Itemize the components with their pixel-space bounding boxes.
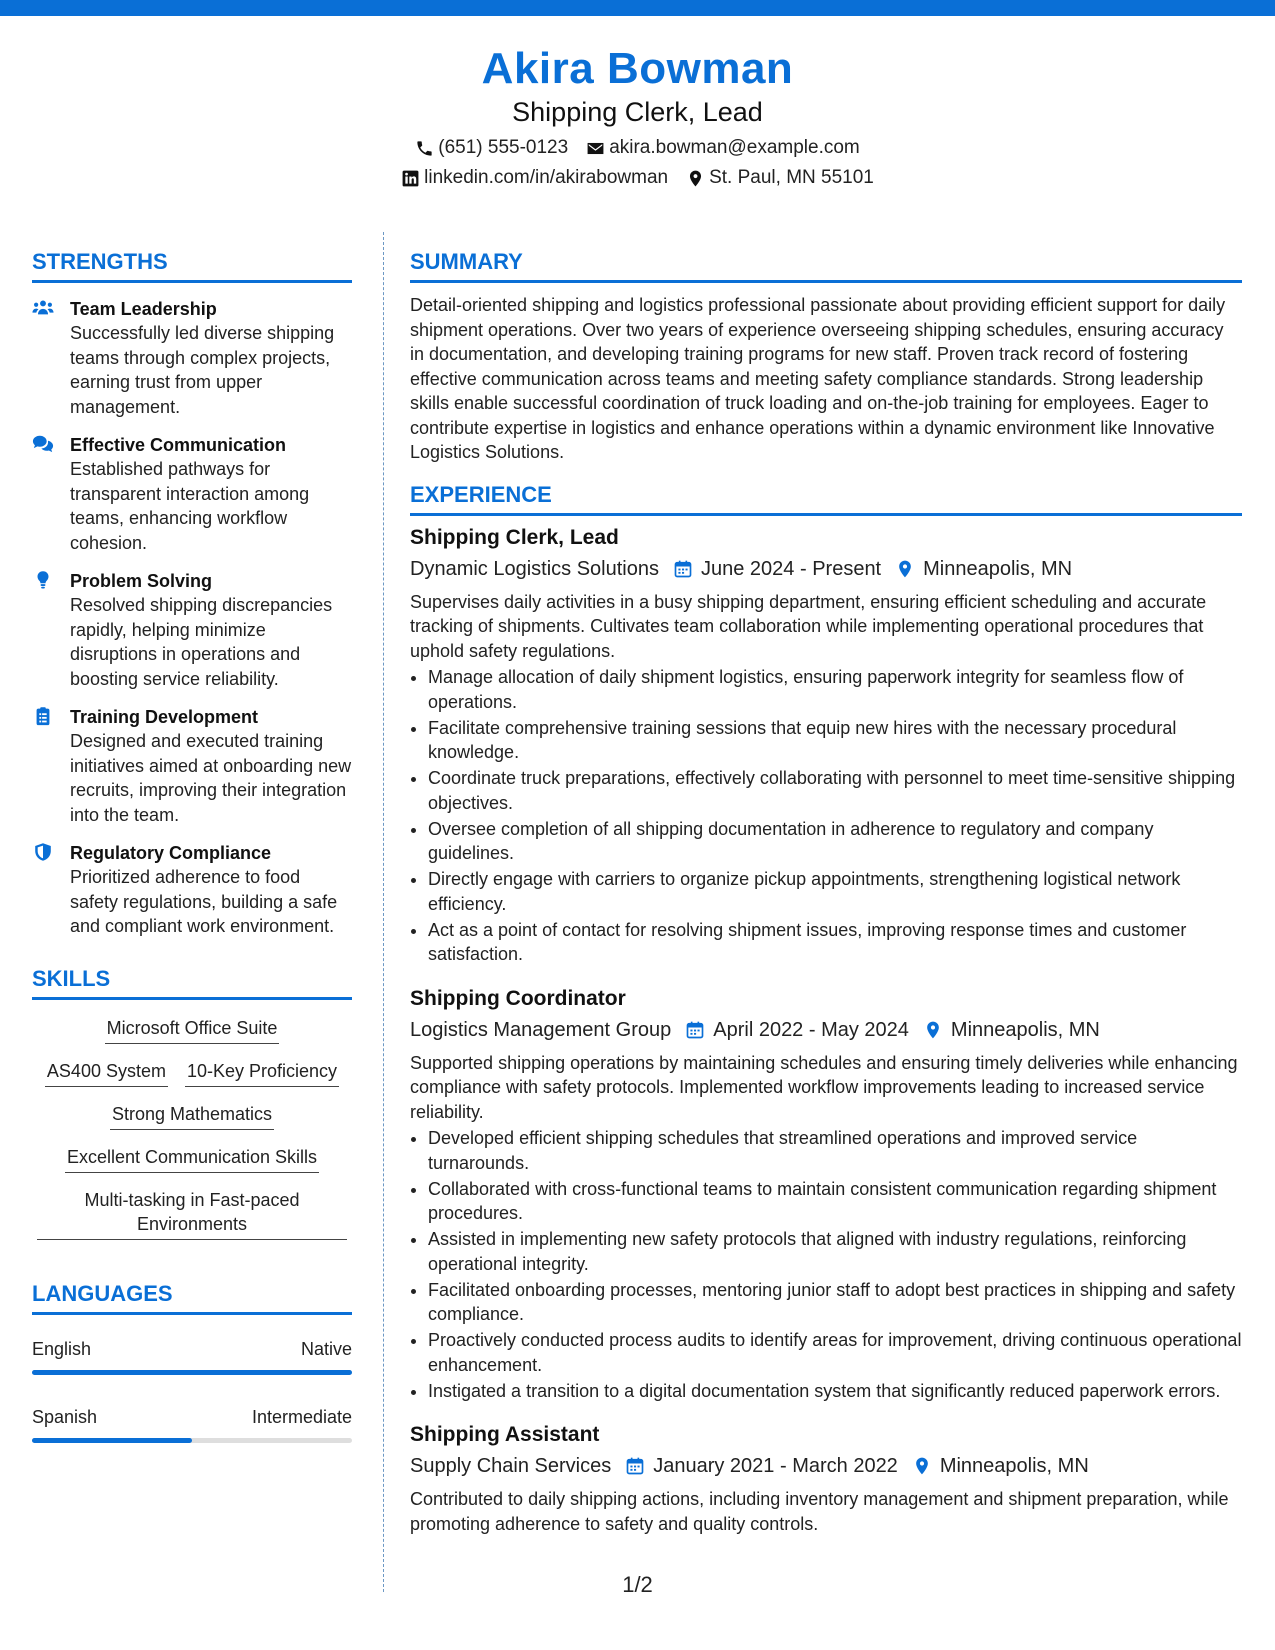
clipboard-icon <box>32 706 54 726</box>
job-entry <box>410 524 1242 967</box>
email-contact[interactable] <box>586 136 860 160</box>
job-description: Supervises daily activities in a busy shipping department, ensuring efficient scheduling and accurate tracking of shipments. Cultivates team collaboration while implementing operational procedures that uphold safety regulations. <box>410 591 1207 661</box>
calendar-icon <box>673 559 693 579</box>
users-icon <box>32 298 54 318</box>
job-bullet: • Directly engage with carriers to organize pickup appointments, strengthening logistical network efficiency. <box>428 867 1242 916</box>
resume-header <box>0 40 1275 190</box>
job-company: Supply Chain Services <box>410 1455 612 1477</box>
strength-desc: Established pathways for transparent interaction among teams, enhancing workflow cohesion. <box>70 459 310 553</box>
experience-list <box>410 524 1242 1537</box>
strength-item <box>32 569 352 691</box>
phone-contact[interactable] <box>415 136 568 160</box>
job-dates: June 2024 - Present <box>701 557 882 580</box>
skill-tag: 10-Key Proficiency <box>185 1059 339 1087</box>
location-text: St. Paul, MN 55101 <box>709 167 874 188</box>
job-dates: January 2021 - March 2022 <box>653 1455 898 1477</box>
candidate-title: Shipping Clerk, Lead <box>512 97 763 127</box>
location-contact <box>686 166 874 190</box>
job-meta <box>410 556 1242 582</box>
job-bullets <box>410 1126 1242 1403</box>
envelope-icon <box>586 139 605 158</box>
job-entry <box>410 1421 1242 1536</box>
top-accent-bar <box>0 0 1275 16</box>
strength-item <box>32 297 352 419</box>
language-level: Intermediate <box>251 1406 352 1427</box>
language-proficiency-fill <box>32 1370 352 1375</box>
job-dates: April 2022 - May 2024 <box>713 1018 909 1041</box>
job-meta <box>410 1453 1242 1479</box>
right-column <box>410 248 1242 1536</box>
strength-title: Regulatory Compliance <box>70 843 272 863</box>
languages-heading: LANGUAGES <box>32 1280 352 1315</box>
strength-title: Problem Solving <box>70 571 213 591</box>
job-bullets <box>410 665 1242 967</box>
strength-desc: Prioritized adherence to food safety regulations, building a safe and compliant work environment. <box>70 867 338 936</box>
job-location: Minneapolis, MN <box>939 1455 1089 1477</box>
language-name: Spanish <box>32 1406 98 1427</box>
linkedin-contact[interactable] <box>401 166 668 190</box>
map-pin-icon <box>686 169 705 188</box>
skill-tag: Excellent Communication Skills <box>65 1145 319 1173</box>
candidate-name: Akira Bowman <box>481 44 794 93</box>
language-item <box>32 1405 352 1443</box>
job-title: Shipping Clerk, Lead <box>410 525 619 549</box>
strength-item <box>32 841 352 939</box>
linkedin-text: linkedin.com/in/akirabowman <box>424 167 669 188</box>
job-title: Shipping Coordinator <box>410 986 626 1010</box>
experience-heading: EXPERIENCE <box>410 481 1242 516</box>
strength-item <box>32 705 352 827</box>
email-text: akira.bowman@example.com <box>609 137 860 158</box>
strengths-heading: STRENGTHS <box>32 248 352 283</box>
strength-desc: Resolved shipping discrepancies rapidly, helping minimize disruptions in operations and boosting service reliability. <box>70 595 333 689</box>
job-bullet: • Coordinate truck preparations, effectively collaborating with personnel to meet time-sensitive shipping objectives. <box>428 766 1242 815</box>
language-proficiency-bar <box>32 1438 352 1443</box>
job-bullet: • Act as a point of contact for resolving shipment issues, improving response times and customer satisfaction. <box>428 918 1242 967</box>
job-description: Supported shipping operations by maintaining schedules and ensuring timely deliveries while enhancing compliance with safety protocols. Implemented workflow improvements leading to increased service reliability. <box>410 1052 1238 1122</box>
job-bullet: • Proactively conducted process audits to identify areas for improvement, driving continuous operational enhancement. <box>428 1328 1242 1377</box>
job-bullet: • Collaborated with cross-functional teams to maintain consistent communication regarding shipment procedures. <box>428 1177 1242 1226</box>
strength-title: Effective Communication <box>70 435 287 455</box>
summary-text: Detail-oriented shipping and logistics professional passionate about providing efficient support for daily shipment operations. Over two years of experience overseeing shipping schedules, ensuring accuracy in documentation, and developing training programs for new staff. Proven track record of fostering effective communication across teams and meeting safety compliance standards. Strong leadership skills enable successful coordination of truck loading and on-the-job training for employees. Eager to contribute expertise in logistics and enhance operations within a dynamic environment like Innovative Logistics Solutions. <box>410 295 1226 462</box>
shield-icon <box>32 842 54 862</box>
calendar-icon <box>685 1020 705 1040</box>
strength-title: Team Leadership <box>70 299 217 319</box>
contact-row-1 <box>0 136 1275 160</box>
skill-tag: Multi-tasking in Fast-paced Environments <box>37 1188 347 1240</box>
language-proficiency-bar <box>32 1370 352 1375</box>
language-name: English <box>32 1338 92 1359</box>
job-bullet: • Assisted in implementing new safety protocols that aligned with industry regulations, reinforcing operational integrity. <box>428 1227 1242 1276</box>
skills-heading: SKILLS <box>32 965 352 1000</box>
skill-tag: Microsoft Office Suite <box>105 1016 280 1044</box>
skills-list <box>32 1016 352 1240</box>
phone-text: (651) 555-0123 <box>438 137 569 158</box>
language-proficiency-fill <box>32 1438 192 1443</box>
calendar-icon <box>625 1456 645 1476</box>
strength-item <box>32 433 352 555</box>
lightbulb-icon <box>32 570 54 590</box>
language-level: Native <box>300 1338 352 1359</box>
job-bullet: • Facilitate comprehensive training sessions that equip new hires with the necessary procedural knowledge. <box>428 716 1242 765</box>
job-bullet: • Developed efficient shipping schedules that streamlined operations and improved service turnarounds. <box>428 1126 1242 1175</box>
job-bullet: • Facilitated onboarding processes, mentoring junior staff to adopt best practices in shipping and safety compliance. <box>428 1278 1242 1327</box>
strength-title: Training Development <box>70 707 259 727</box>
job-location: Minneapolis, MN <box>950 1018 1100 1041</box>
skill-tag: AS400 System <box>45 1059 168 1087</box>
contact-row-2 <box>0 166 1275 190</box>
job-location: Minneapolis, MN <box>923 557 1073 580</box>
job-company: Dynamic Logistics Solutions <box>410 557 659 580</box>
map-pin-icon <box>912 1456 932 1476</box>
phone-icon <box>415 139 434 158</box>
column-divider <box>383 232 384 1592</box>
job-bullet: • Manage allocation of daily shipment logistics, ensuring paperwork integrity for seamless flow of operations. <box>428 665 1242 714</box>
map-pin-icon <box>923 1020 943 1040</box>
left-column <box>32 248 352 1443</box>
map-pin-icon <box>895 559 915 579</box>
job-title: Shipping Assistant <box>410 1423 600 1446</box>
job-description: Contributed to daily shipping actions, including inventory management and shipment preparation, while promoting adherence to safety and quality controls. <box>410 1489 1229 1534</box>
job-bullet: • Oversee completion of all shipping documentation in adherence to regulatory and company guidelines. <box>428 817 1242 866</box>
linkedin-icon <box>401 169 420 188</box>
job-bullet: • Instigated a transition to a digital documentation system that significantly reduced paperwork errors. <box>428 1379 1242 1404</box>
comments-icon <box>32 434 54 454</box>
job-company: Logistics Management Group <box>410 1018 672 1041</box>
summary-heading: SUMMARY <box>410 248 1242 283</box>
strength-desc: Designed and executed training initiatives aimed at onboarding new recruits, improving their integration into the team. <box>70 731 352 825</box>
language-item <box>32 1337 352 1375</box>
skill-tag: Strong Mathematics <box>110 1102 274 1130</box>
strength-desc: Successfully led diverse shipping teams through complex projects, earning trust from upper management. <box>70 323 335 417</box>
job-entry <box>410 985 1242 1404</box>
page-number: 1/2 <box>622 1572 653 1597</box>
job-meta <box>410 1017 1242 1043</box>
